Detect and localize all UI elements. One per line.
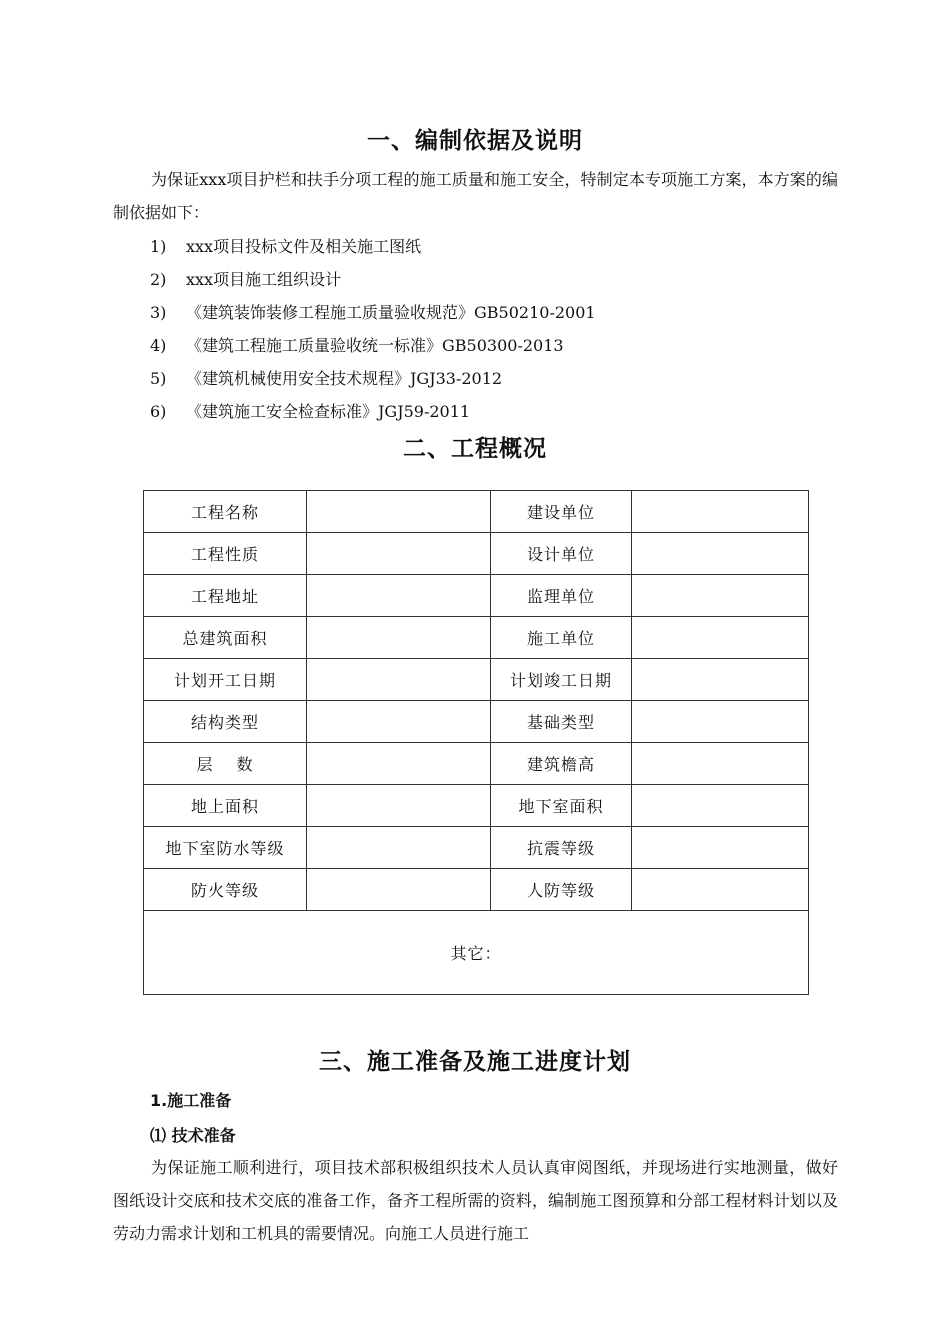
basis-item-number: 4): [150, 336, 167, 355]
subsection-technical-preparation: ⑴ 技术准备: [150, 1126, 236, 1145]
table-row: [144, 827, 809, 869]
basis-item-text: 《建筑装饰装修工程施工质量验收规范》GB50210-2001: [186, 303, 596, 322]
field-label: 监理单位: [491, 575, 632, 617]
field-label: 地上面积: [144, 785, 307, 827]
field-value: [307, 491, 491, 533]
field-value: [632, 659, 809, 701]
project-overview-table: [143, 490, 809, 995]
field-label: 抗震等级: [491, 827, 632, 869]
field-value: [632, 617, 809, 659]
field-value: [307, 785, 491, 827]
field-value: [632, 743, 809, 785]
field-value: [632, 827, 809, 869]
field-label: 层 数: [144, 743, 307, 785]
table-row: [144, 701, 809, 743]
table-row: [144, 869, 809, 911]
basis-item-2: [150, 267, 341, 290]
other-notes-cell: 其它：: [144, 911, 809, 995]
basis-item-1: [150, 234, 421, 257]
field-value: [307, 869, 491, 911]
field-label: 地下室面积: [491, 785, 632, 827]
field-value: [307, 743, 491, 785]
section2-title: 二、工程概况: [403, 436, 547, 462]
field-label: 计划开工日期: [144, 659, 307, 701]
field-label: 结构类型: [144, 701, 307, 743]
field-label: 工程地址: [144, 575, 307, 617]
field-label: 工程性质: [144, 533, 307, 575]
field-value: [307, 701, 491, 743]
field-value: [632, 491, 809, 533]
field-value: [632, 575, 809, 617]
section3-title: 三、施工准备及施工进度计划: [319, 1049, 631, 1075]
field-value: [632, 701, 809, 743]
field-value: [307, 659, 491, 701]
table-row: [144, 785, 809, 827]
basis-item-text: xxx项目施工组织设计: [186, 270, 342, 289]
field-label: 设计单位: [491, 533, 632, 575]
basis-item-6: [150, 399, 470, 422]
field-label: 人防等级: [491, 869, 632, 911]
basis-item-5: [150, 366, 502, 389]
field-label: 基础类型: [491, 701, 632, 743]
section1-title: 一、编制依据及说明: [367, 128, 583, 154]
basis-item-text: 《建筑工程施工质量验收统一标准》GB50300-2013: [186, 336, 564, 355]
subsection-construction-preparation: 1.施工准备: [150, 1091, 232, 1110]
field-label: 总建筑面积: [144, 617, 307, 659]
basis-item-3: [150, 300, 596, 323]
basis-item-number: 1): [150, 237, 167, 256]
field-label: 建设单位: [491, 491, 632, 533]
table-row: [144, 617, 809, 659]
field-label: 防火等级: [144, 869, 307, 911]
field-value: [632, 869, 809, 911]
table-row: [144, 575, 809, 617]
field-value: [307, 575, 491, 617]
basis-item-text: xxx项目投标文件及相关施工图纸: [186, 237, 422, 256]
table-row: [144, 491, 809, 533]
field-label: 地下室防水等级: [144, 827, 307, 869]
table-row: [144, 743, 809, 785]
field-label: 建筑檐高: [491, 743, 632, 785]
table-row: [144, 659, 809, 701]
basis-item-number: 2): [150, 270, 167, 289]
technical-preparation-paragraph: 为保证施工顺利进行，项目技术部积极组织技术人员认真审阅图纸，并现场进行实地测量，做好图纸设计交底和技术交底的准备工作，备齐工程所需的资料，编制施工图预算和分部工程材料计划以及劳动力需求计划和工机具的需要情况。向施工人员进行施工: [113, 1158, 838, 1243]
basis-item-text: 《建筑机械使用安全技术规程》JGJ33-2012: [186, 369, 503, 388]
field-value: [307, 617, 491, 659]
basis-item-text: 《建筑施工安全检查标准》JGJ59-2011: [186, 402, 471, 421]
field-value: [307, 533, 491, 575]
field-value: [307, 827, 491, 869]
field-label: 计划竣工日期: [491, 659, 632, 701]
table-row: [144, 911, 809, 995]
basis-item-number: 3): [150, 303, 167, 322]
basis-item-4: [150, 333, 564, 356]
table-row: [144, 533, 809, 575]
field-value: [632, 785, 809, 827]
field-value: [632, 533, 809, 575]
basis-item-number: 6): [150, 402, 167, 421]
field-label: 施工单位: [491, 617, 632, 659]
section1-intro: 为保证xxx项目护栏和扶手分项工程的施工质量和施工安全，特制定本专项施工方案，本方案的编制依据如下：: [113, 170, 838, 222]
basis-item-number: 5): [150, 369, 167, 388]
field-label: 工程名称: [144, 491, 307, 533]
